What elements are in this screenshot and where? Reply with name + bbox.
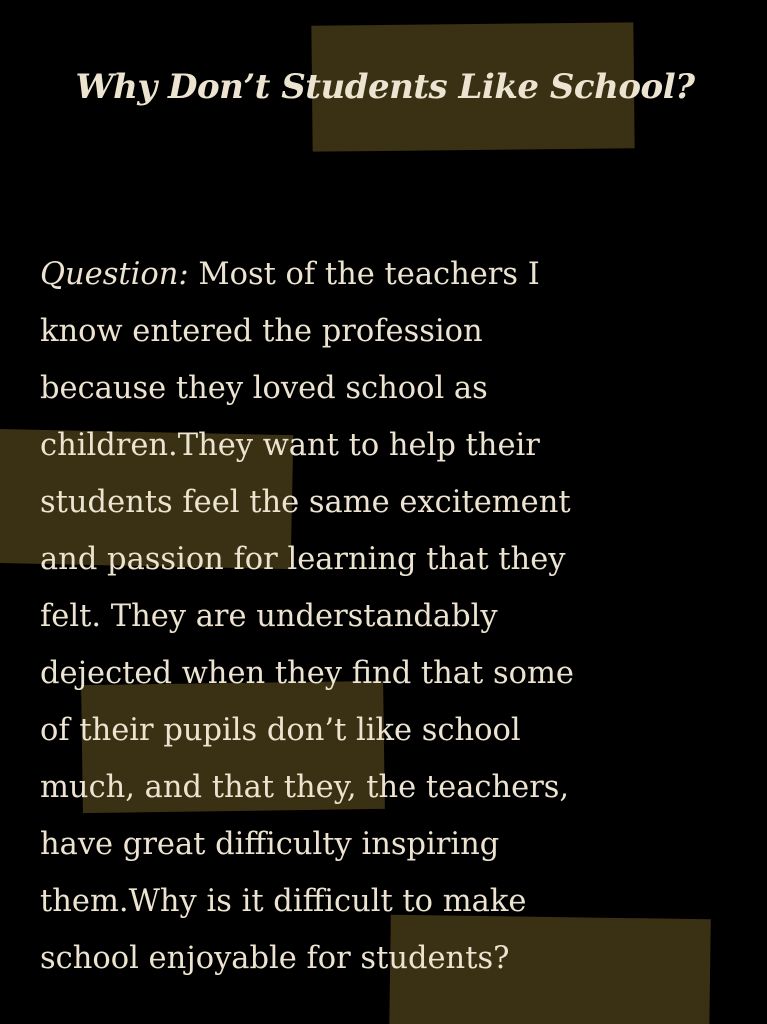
- body-line: have great difficulty inspiring: [40, 827, 500, 862]
- body-line-text: Most of the teachers I: [188, 257, 540, 292]
- body-line: students feel the same excitement: [40, 485, 571, 520]
- question-paragraph: [40, 246, 740, 987]
- body-line: [40, 246, 740, 303]
- body-line: because they loved school as: [40, 371, 488, 406]
- body-line: know entered the profession: [40, 314, 483, 349]
- body-line: felt. They are understandably: [40, 599, 498, 634]
- body-line: and passion for learning that they: [40, 542, 566, 577]
- body-line: children.They want to help their: [40, 428, 540, 463]
- body-line: school enjoyable for students?: [40, 941, 510, 976]
- body-line: them.Why is it difficult to make: [40, 884, 527, 919]
- body-line: of their pupils don’t like school: [40, 713, 521, 748]
- body-line: much, and that they, the teachers,: [40, 770, 570, 805]
- page-title: Why Don’t Students Like School?: [75, 67, 695, 107]
- question-label: Question:: [40, 257, 189, 292]
- body-line: dejected when they find that some: [40, 656, 574, 691]
